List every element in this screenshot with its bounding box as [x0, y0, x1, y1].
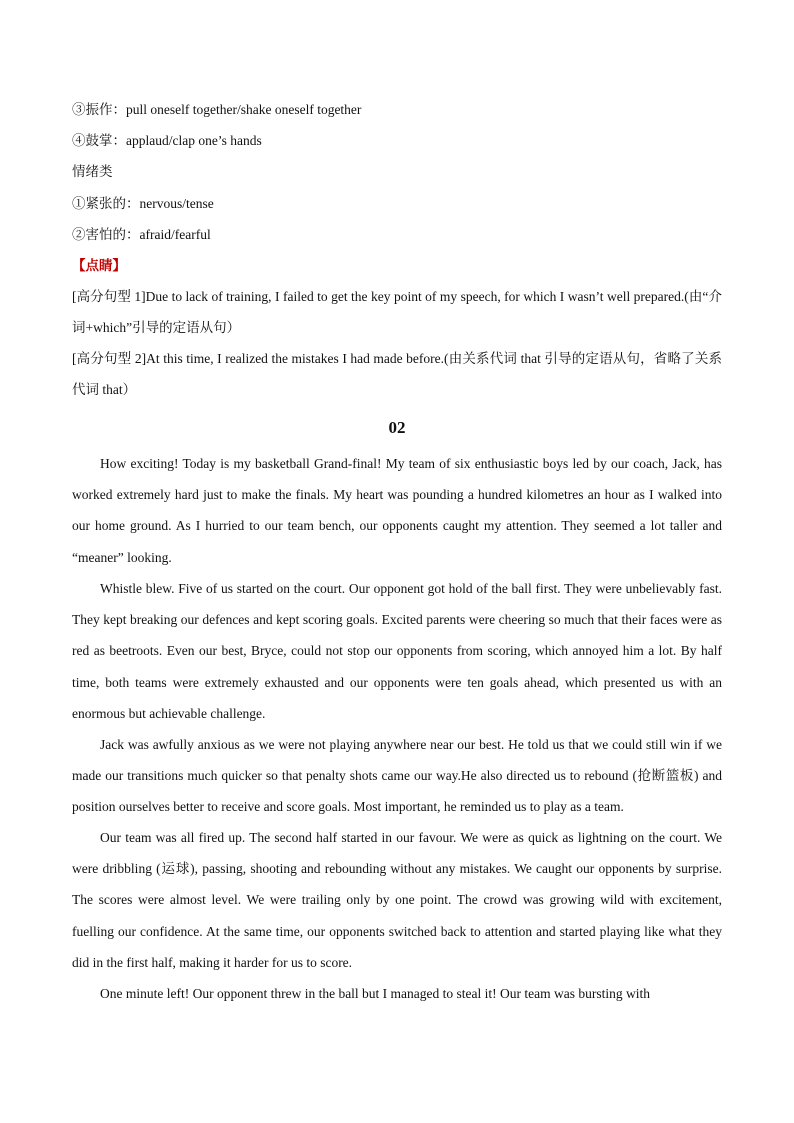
section-number: 02	[388, 418, 406, 437]
vocab-item-pull-together: ③振作：pull oneself together/shake oneself together	[72, 102, 362, 117]
story-paragraph-3: Jack was awfully anxious as we were not playing anywhere near our best. He told us that we could still win if we made our transitions much quicker so that penalty shots came our way.He also directed us to rebound (抢断篮板) and position ourselves better to receive and score goals. Most important, he reminded us to play as a team.	[72, 737, 722, 815]
story-paragraph-5: One minute left! Our opponent threw in the ball but I managed to steal it! Our team was bursting with	[100, 986, 650, 1001]
vocab-category-emotion: 情绪类	[72, 164, 113, 179]
tip-sentence-2: [高分句型 2]At this time, I realized the mistakes I had made before.(由关系代词 that 引导的定语从句，省略了关系代词 that）	[72, 351, 722, 397]
story-paragraph-4: Our team was all fired up. The second half started in our favour. We were as quick as lightning on the court. We were dribbling (运球), passing, shooting and rebounding without any mistakes. We caught our opponents by surprise. The scores were almost level. We were trailing only by one point. The crowd was growing wild with excitement, fuelling our confidence. At the same time, our opponents switched back to attention and started playing like what they did in the first half, making it harder for us to score.	[72, 830, 722, 970]
tip-label: 【点睛】	[72, 258, 126, 273]
story-paragraph-2: Whistle blew. Five of us started on the court. Our opponent got hold of the ball first. They were unbelievably fast. They kept breaking our defences and kept scoring goals. Excited parents were cheering so much that their faces were as red as beetroots. Even our best, Bryce, could not stop our opponents from scoring, which annoyed him a lot. By half time, both teams were extremely exhausted and our opponents were ten goals ahead, which presented us with an enormous but achievable challenge.	[72, 581, 722, 721]
vocab-item-applaud: ④鼓掌：applaud/clap one’s hands	[72, 133, 262, 148]
vocab-item-nervous: ①紧张的：nervous/tense	[72, 196, 214, 211]
tip-sentence-1: [高分句型 1]Due to lack of training, I failed to get the key point of my speech, for which I wasn’t well prepared.(由“介词+which”引导的定语从句）	[72, 289, 722, 335]
vocab-item-afraid: ②害怕的：afraid/fearful	[72, 227, 211, 242]
story-paragraph-1: How exciting! Today is my basketball Grand-final! My team of six enthusiastic boys led by our coach, Jack, has worked extremely hard just to make the finals. My heart was pounding a hundred kilometres an hour as I walked into our home ground. As I hurried to our team bench, our opponents caught my attention. They seemed a lot taller and “meaner” looking.	[72, 456, 722, 565]
